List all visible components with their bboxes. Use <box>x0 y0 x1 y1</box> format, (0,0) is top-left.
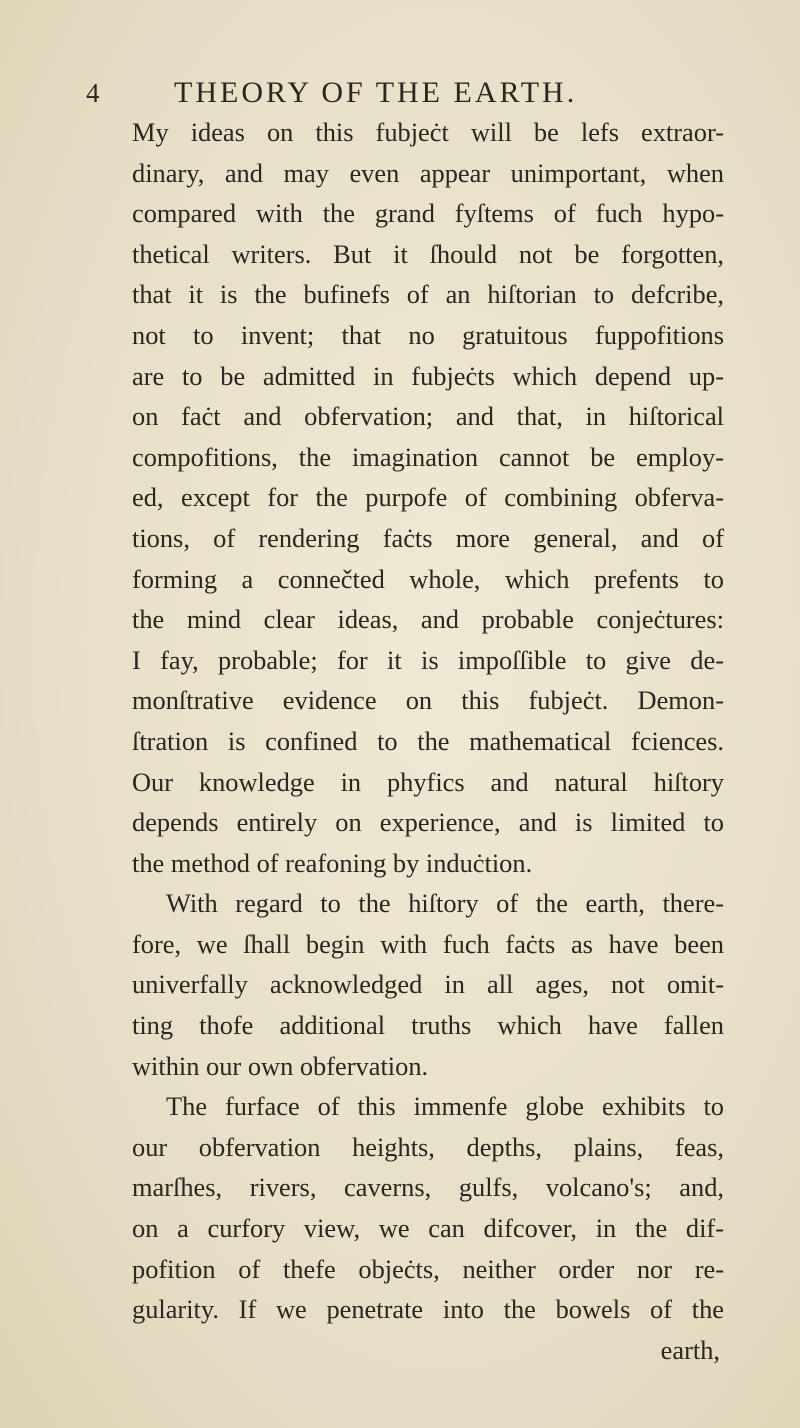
text-line: marſhes, rivers, caverns, gulfs, volcano's; and, <box>132 1172 724 1203</box>
text-line: that it is the bufinefs of an hiſtorian to defcribe, <box>132 279 724 310</box>
text-line: The furface of this immenfe globe exhibits to <box>166 1091 724 1122</box>
text-line: With regard to the hiſtory of the earth, there- <box>166 888 724 919</box>
text-line: thetical writers. But it ſhould not be forgotten, <box>132 238 724 269</box>
text-line: the method of reafoning by induċtion. <box>132 847 533 878</box>
text-line: pofition of thefe objeċts, neither order nor re- <box>132 1253 724 1284</box>
text-line: the mind clear ideas, and probable conjeċtures: <box>132 604 724 635</box>
body-text <box>132 112 724 1370</box>
text-line: on a curfory view, we can difcover, in the dif- <box>132 1213 724 1244</box>
text-line: ſtration is confined to the mathematical fciences. <box>132 725 724 756</box>
text-line: fore, we ſhall begin with fuch faċts as have been <box>132 928 724 959</box>
catchword: earth, <box>660 1334 720 1365</box>
text-line: gularity. If we penetrate into the bowels of the <box>132 1294 724 1325</box>
text-line: forming a connečted whole, which prefents to <box>132 563 724 594</box>
text-line: tions, of rendering faċts more general, and of <box>132 522 724 553</box>
text-line: on faċt and obfervation; and that, in hiſtorical <box>132 401 724 432</box>
page-number: 4 <box>86 78 103 108</box>
text-line: ed, except for the purpofe of combining obferva- <box>132 482 724 513</box>
text-line: our obfervation heights, depths, plains, feas, <box>132 1131 724 1162</box>
text-line: univerfally acknowledged in all ages, not omit- <box>132 969 724 1000</box>
text-line: I fay, probable; for it is impoſſible to give de- <box>132 644 724 675</box>
text-line: not to invent; that no gratuitous fuppofitions <box>132 319 724 350</box>
text-line: depends entirely on experience, and is limited to <box>132 807 724 838</box>
text-line: My ideas on this fubjeċt will be lefs extraor- <box>132 117 724 147</box>
text-line: dinary, and may even appear unimportant, when <box>132 157 724 188</box>
text-line: monſtrative evidence on this fubjeċt. Demon- <box>132 685 724 716</box>
text-line: Our knowledge in phyfics and natural hiſtory <box>132 766 724 797</box>
text-line: compofitions, the imagination cannot be employ- <box>132 441 724 472</box>
running-head: THEORY OF THE EARTH. <box>174 76 578 109</box>
text-line: ting thofe additional truths which have fallen <box>132 1010 724 1041</box>
text-line: are to be admitted in fubjeċts which depend up- <box>132 360 724 391</box>
text-line: compared with the grand fyſtems of fuch hypo- <box>132 198 724 229</box>
page-header <box>86 76 726 116</box>
text-line: within our own obfervation. <box>132 1050 429 1081</box>
